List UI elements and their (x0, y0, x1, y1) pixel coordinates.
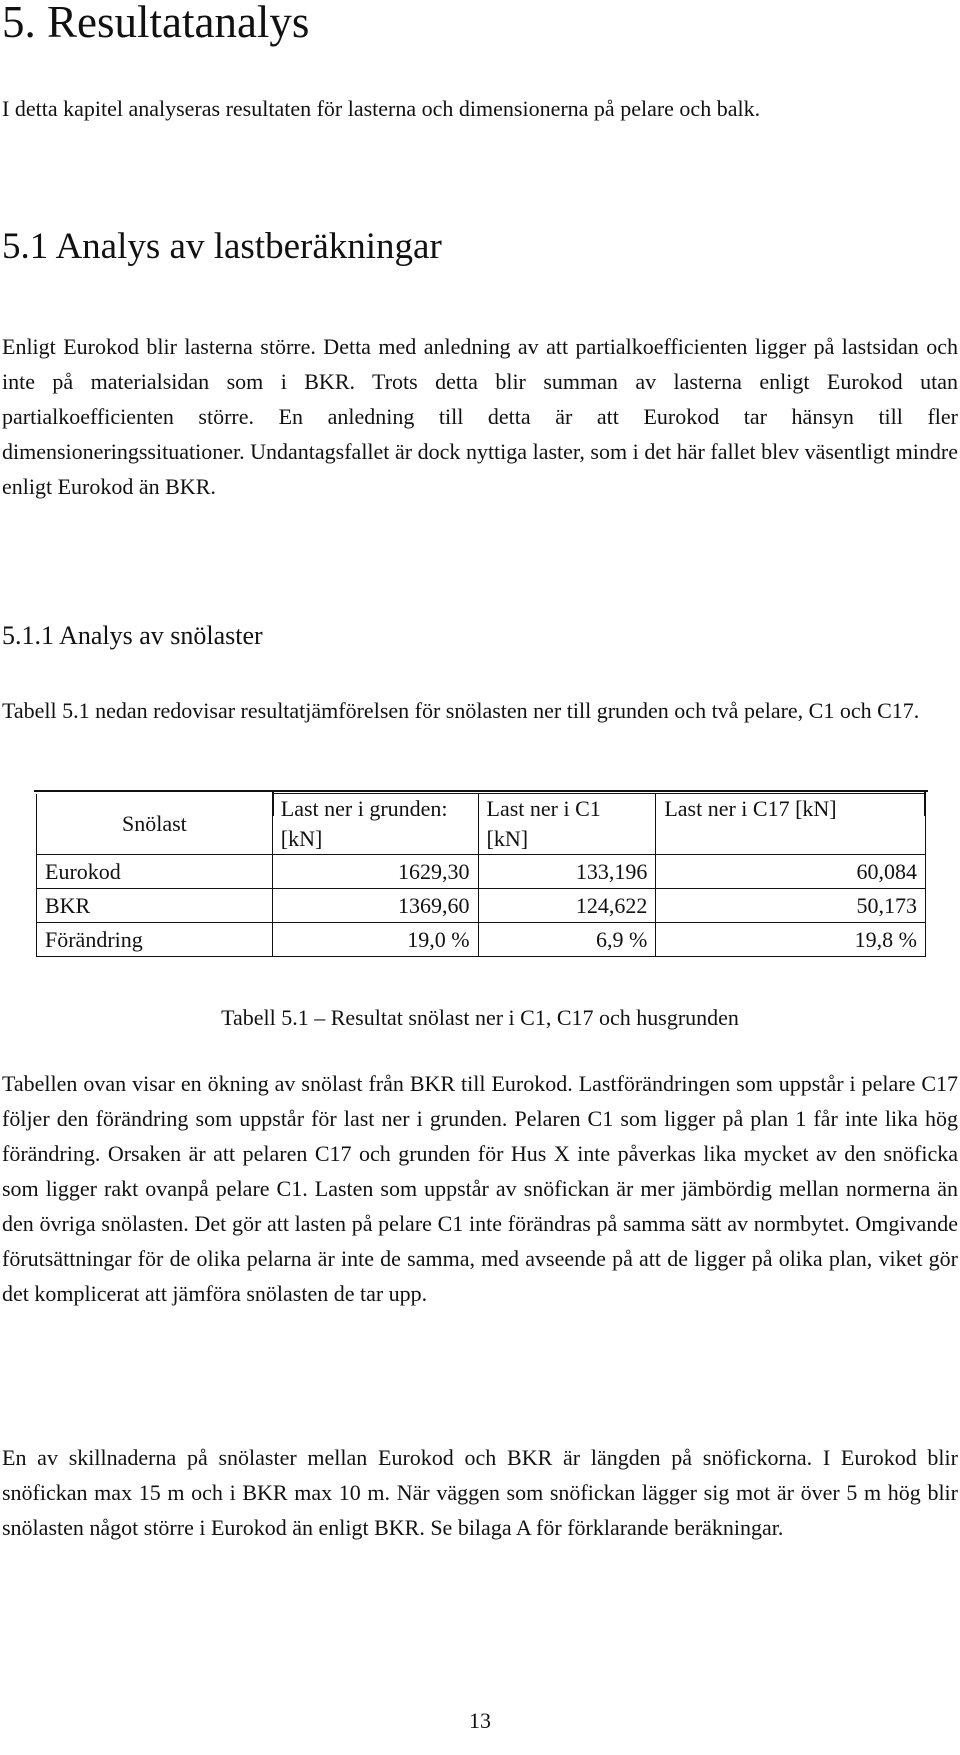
table-intro-paragraph: Tabell 5.1 nedan redovisar resultatjämförelsen för snölasten ner till grunden och två pelare, C1 och C17. (2, 698, 920, 723)
cell-foundation: 1629,30 (272, 855, 478, 889)
cell-foundation: 19,0 % (272, 923, 478, 957)
header-snowload: Snölast (37, 794, 273, 855)
header-c1: Last ner i C1 [kN] (478, 794, 656, 855)
snow-load-table (36, 793, 926, 957)
page-number: 13 (469, 1708, 491, 1733)
snow-pocket-paragraph: En av skillnaderna på snölaster mellan Eurokod och BKR är längden på snöfickorna. I Eurokod blir snöfickan max 15 m och i BKR max 10 m. När väggen som snöfickan lägger sig mot är över 5 m hög blir snölasten något större i Eurokod än enligt BKR. Se bilaga A för förklarande beräkningar. (2, 1445, 958, 1540)
table-row (37, 923, 926, 957)
load-analysis-paragraph: Enligt Eurokod blir lasterna större. Detta med anledning av att partialkoefficienten ligger på lastsidan och inte på materialsidan som i BKR. Trots detta blir summan av lasterna enligt Eurokod utan partialkoefficienten större. En anledning till detta är att Eurokod tar hänsyn till fler dimensioneringssituationer. Undantagsfallet är dock nyttiga laster, som i det här fallet blev väsentligt mindre enligt Eurokod än BKR. (2, 334, 958, 499)
table-caption: Tabell 5.1 – Resultat snölast ner i C1, C17 och husgrunden (221, 1005, 739, 1030)
subsection-title: 5.1.1 Analys av snölaster (2, 621, 263, 650)
cell-c1: 6,9 % (478, 923, 656, 957)
table-row (37, 855, 926, 889)
row-label: Eurokod (37, 855, 273, 889)
cell-c17: 19,8 % (656, 923, 926, 957)
header-c17: Last ner i C17 [kN] (656, 794, 926, 855)
header-foundation: Last ner i grunden: [kN] (272, 794, 478, 855)
cell-c17: 50,173 (656, 889, 926, 923)
row-label: BKR (37, 889, 273, 923)
table-header-row (37, 794, 926, 855)
cell-foundation: 1369,60 (272, 889, 478, 923)
chapter-title: 5. Resultatanalys (2, 0, 310, 47)
table-row (37, 889, 926, 923)
section-title: 5.1 Analys av lastberäkningar (2, 226, 442, 267)
row-label: Förändring (37, 923, 273, 957)
after-table-paragraph: Tabellen ovan visar en ökning av snölast från BKR till Eurokod. Lastförändringen som uppstår i pelare C17 följer den förändring som uppstår för last ner i grunden. Pelaren C1 som ligger på plan 1 får inte lika hög förändring. Orsaken är att pelaren C17 och grunden för Hus X inte påverkas lika mycket av den snöficka som ligger rakt ovanpå pelare C1. Lasten som uppstår av snöfickan är mer jämbördig mellan normerna än den övriga snölasten. Det gör att lasten på pelare C1 inte förändras på samma sätt av normbytet. Omgivande förutsättningar för de olika pelarna är inte de samma, med avseende på att de ligger på olika plan, viket gör det komplicerat att jämföra snölasten de tar upp. (2, 1071, 958, 1306)
cell-c1: 124,622 (478, 889, 656, 923)
cell-c17: 60,084 (656, 855, 926, 889)
intro-paragraph: I detta kapitel analyseras resultaten för lasterna och dimensionerna på pelare och balk. (2, 96, 761, 121)
cell-c1: 133,196 (478, 855, 656, 889)
